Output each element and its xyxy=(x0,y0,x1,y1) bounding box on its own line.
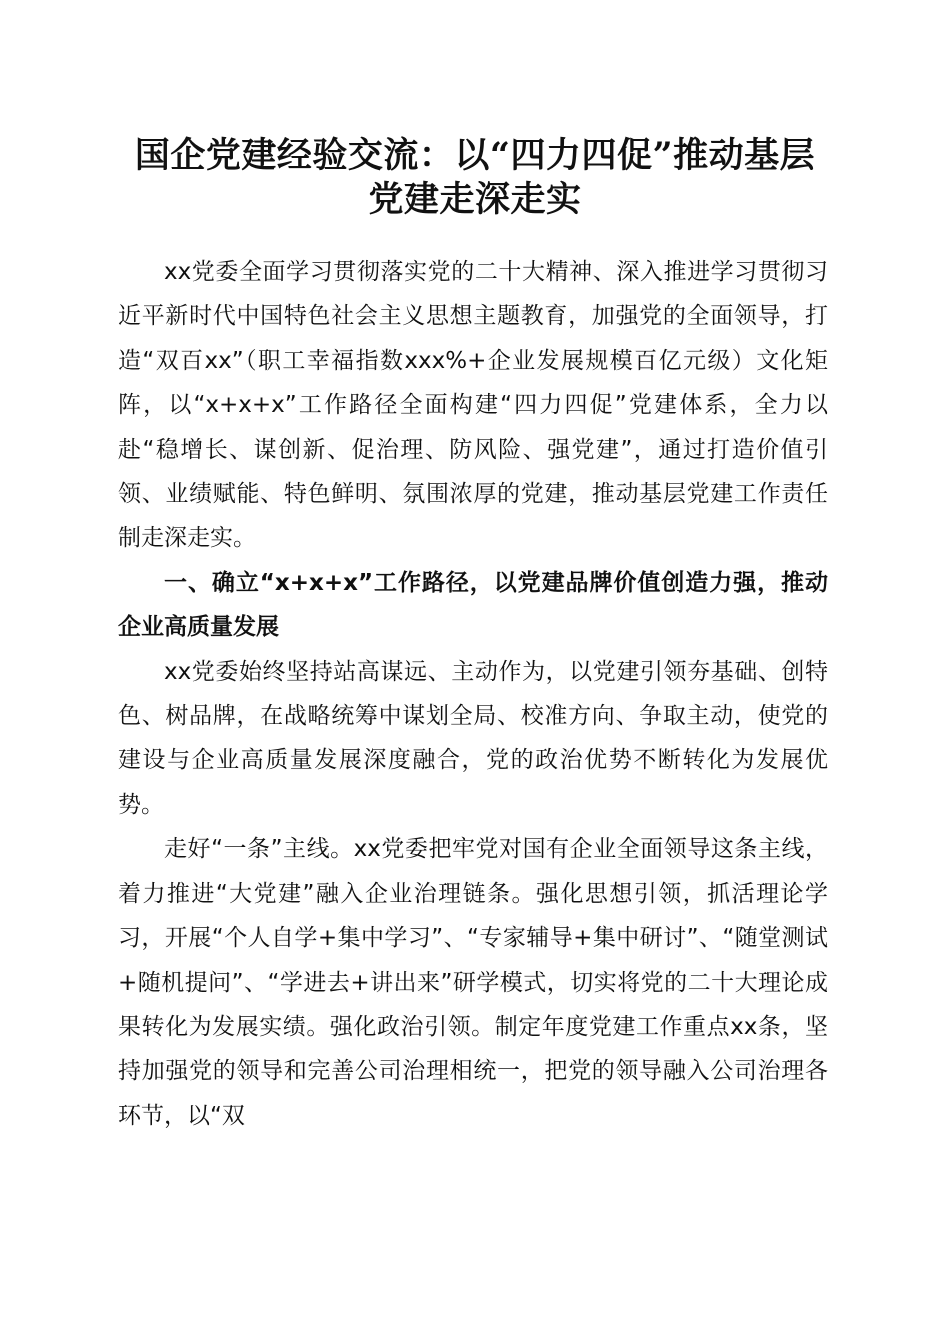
document-title xyxy=(100,134,850,222)
document-body xyxy=(118,250,828,1138)
intro-paragraph: xx党委全面学习贯彻落实党的二十大精神、深入推进学习贯彻习近平新时代中国特色社会主义思想主题教育，加强党的全面领导，打造“双百xx”（职工幸福指数xxx%+企业发展规模百亿元级）文化矩阵，以“x+x+x”工作路径全面构建“四力四促”党建体系，全力以赴“稳增长、谋创新、促治理、防风险、强党建”，通过打造价值引领、业绩赋能、特色鲜明、氛围浓厚的党建，推动基层党建工作责任制走深走实。 xyxy=(118,259,828,552)
title-line-1: 国企党建经验交流：以“四力四促”推动基层 xyxy=(134,135,816,176)
title-line-2: 党建走深走实 xyxy=(368,179,582,220)
section-1-paragraph-2: 走好“一条”主线。xx党委把牢党对国有企业全面领导这条主线，着力推进“大党建”融入企业治理链条。强化思想引领，抓活理论学习，开展“个人自学+集中学习”、“专家辅导+集中研讨”、“随堂测试+随机提问”、“学进去+讲出来”研学模式，切实将党的二十大理论成果转化为发展实绩。强化政治引领。制定年度党建工作重点xx条，坚持加强党的领导和完善公司治理相统一，把党的领导融入公司治理各环节，以“双 xyxy=(118,836,828,1129)
section-heading-1: 一、确立“x+x+x”工作路径，以党建品牌价值创造力强，推动企业高质量发展 xyxy=(118,569,828,641)
section-1-paragraph-1: xx党委始终坚持站高谋远、主动作为，以党建引领夯基础、创特色、树品牌，在战略统筹中谋划全局、校准方向、争取主动，使党的建设与企业高质量发展深度融合，党的政治优势不断转化为发展优势。 xyxy=(118,658,828,818)
